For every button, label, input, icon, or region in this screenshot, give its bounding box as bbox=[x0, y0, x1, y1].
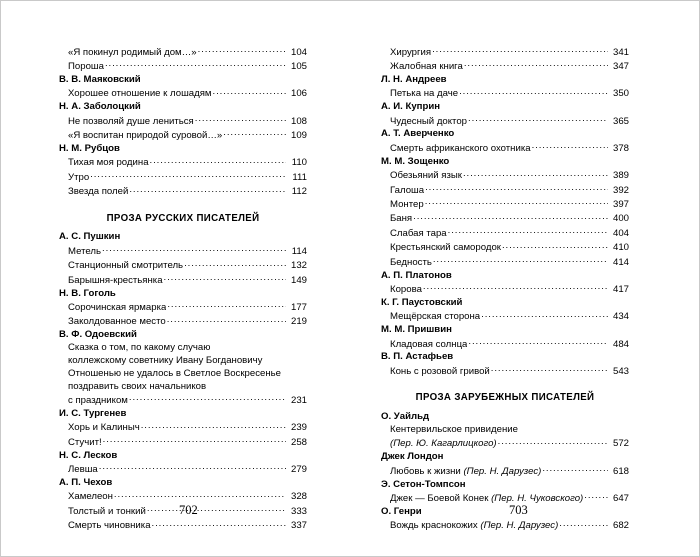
dot-leader bbox=[448, 226, 608, 236]
toc-entry[interactable] bbox=[381, 491, 629, 505]
toc-list-left bbox=[59, 45, 307, 533]
author-heading: А. П. Чехов bbox=[59, 476, 113, 488]
toc-entry[interactable] bbox=[381, 59, 629, 73]
author-heading: В. П. Астафьев bbox=[381, 351, 454, 363]
dot-leader bbox=[223, 128, 286, 138]
toc-entry[interactable] bbox=[59, 315, 307, 329]
page-right bbox=[351, 1, 700, 557]
dot-leader bbox=[413, 212, 608, 222]
entry-title: Бедность bbox=[390, 256, 432, 268]
author-heading: О. Генри bbox=[381, 505, 422, 517]
entry-title: Утро bbox=[68, 171, 90, 183]
entry-page-number: 378 bbox=[612, 142, 629, 154]
dot-leader bbox=[152, 519, 286, 529]
dot-leader bbox=[129, 185, 286, 195]
entry-title: Смерть чиновника bbox=[68, 520, 151, 532]
toc-entry[interactable] bbox=[59, 128, 307, 142]
page-folio-left: 702 bbox=[179, 503, 198, 517]
dot-leader bbox=[468, 337, 608, 347]
entry-title: Чудесный доктор bbox=[390, 115, 468, 127]
toc-entry[interactable] bbox=[59, 156, 307, 170]
entry-title: Конь с розовой гривой bbox=[390, 365, 490, 377]
toc-entry[interactable] bbox=[381, 255, 629, 269]
dot-leader bbox=[491, 364, 608, 374]
entry-page-number: 341 bbox=[612, 46, 629, 58]
entry-page-number: 328 bbox=[290, 491, 307, 503]
entry-page-number: 543 bbox=[612, 365, 629, 377]
entry-title: Кладовая солнца bbox=[390, 338, 468, 350]
dot-leader bbox=[463, 169, 608, 179]
entry-title: Заколдованное место bbox=[68, 316, 166, 328]
author-heading: О. Уайльд bbox=[381, 411, 430, 423]
entry-title: Станционный смотритель bbox=[68, 260, 184, 272]
entry-title: Крестьянский самородок bbox=[390, 242, 501, 254]
entry-page-number: 350 bbox=[612, 88, 629, 100]
entry-page-number: 110 bbox=[291, 157, 307, 169]
entry-title: Петька на даче bbox=[390, 88, 459, 100]
dot-leader bbox=[129, 393, 286, 403]
entry-page-number: 108 bbox=[290, 115, 307, 127]
entry-page-number: 434 bbox=[612, 311, 629, 323]
entry-page-number: 112 bbox=[291, 186, 307, 198]
toc-entry[interactable] bbox=[59, 87, 307, 101]
entry-title-last-line bbox=[68, 393, 307, 407]
entry-page-number: 414 bbox=[612, 256, 629, 268]
dot-leader bbox=[99, 462, 286, 472]
dot-leader bbox=[164, 273, 286, 283]
dot-leader bbox=[481, 310, 608, 320]
entry-title-line: Кентервильское привидение bbox=[390, 423, 518, 435]
toc-entry[interactable] bbox=[59, 259, 307, 273]
dot-leader bbox=[502, 241, 608, 251]
toc-entry[interactable] bbox=[59, 519, 307, 533]
entry-page-number: 337 bbox=[290, 520, 307, 532]
entry-page-number: 177 bbox=[290, 301, 307, 313]
author-heading: А. С. Пушкин bbox=[59, 231, 121, 243]
author-heading: Э. Сетон-Томпсон bbox=[381, 478, 466, 490]
dot-leader bbox=[150, 156, 286, 166]
author-heading: Н. А. Заболоцкий bbox=[59, 101, 141, 113]
entry-title-last-line bbox=[390, 437, 629, 451]
entry-title: Барышня-крестьянка bbox=[68, 274, 163, 286]
entry-title: Не позволяй душе лениться bbox=[68, 115, 194, 127]
dot-leader bbox=[105, 59, 286, 69]
entry-title: Метель bbox=[68, 245, 102, 257]
author-heading: М. М. Пришвин bbox=[381, 324, 452, 336]
dot-leader bbox=[114, 490, 286, 500]
entry-page-number: 106 bbox=[290, 88, 307, 100]
toc-entry[interactable] bbox=[381, 87, 629, 101]
toc-entry[interactable] bbox=[381, 183, 629, 197]
dot-leader bbox=[425, 183, 608, 193]
entry-title: Звезда полей bbox=[68, 186, 129, 198]
entry-page-number: 397 bbox=[612, 199, 629, 211]
entry-title: Баня bbox=[390, 213, 413, 225]
dot-leader bbox=[141, 421, 286, 431]
dot-leader bbox=[532, 141, 608, 151]
toc-entry[interactable] bbox=[381, 519, 629, 533]
entry-translator: (Пер. Н. Чуковского) bbox=[491, 492, 584, 504]
entry-page-number: 104 bbox=[290, 46, 307, 58]
toc-entry[interactable] bbox=[381, 464, 629, 478]
entry-translator: (Пер. Ю. Кагарлицкого) bbox=[390, 438, 497, 450]
toc-entry[interactable] bbox=[381, 364, 629, 378]
toc-entry[interactable] bbox=[59, 114, 307, 128]
entry-title: «Я покинул родимый дом…» bbox=[68, 46, 197, 58]
toc-entry[interactable] bbox=[59, 273, 307, 287]
toc-entry[interactable] bbox=[59, 244, 307, 258]
dot-leader bbox=[432, 45, 608, 55]
entry-page-number: 279 bbox=[290, 464, 307, 476]
author-heading: А. И. Куприн bbox=[381, 101, 441, 113]
entry-page-number: 647 bbox=[612, 492, 629, 504]
entry-page-number: 105 bbox=[290, 61, 307, 73]
entry-title-line: поздравить своих начальников bbox=[68, 380, 207, 392]
entry-page-number: 258 bbox=[290, 436, 307, 448]
toc-entry[interactable] bbox=[381, 141, 629, 155]
toc-entry[interactable] bbox=[381, 226, 629, 240]
author-heading: Джек Лондон bbox=[381, 451, 444, 463]
toc-entry[interactable] bbox=[381, 197, 629, 211]
entry-page-number: 484 bbox=[612, 338, 629, 350]
toc-entry[interactable] bbox=[381, 169, 629, 183]
entry-title: Вождь краснокожих (Пер. Н. Дарузес) bbox=[390, 520, 559, 532]
entry-title: Хорь и Калиныч bbox=[68, 422, 140, 434]
toc-entry[interactable] bbox=[381, 282, 629, 296]
toc-entry[interactable] bbox=[381, 310, 629, 324]
entry-title: Тихая моя родина bbox=[68, 157, 149, 169]
toc-entry[interactable] bbox=[381, 241, 629, 255]
dot-leader bbox=[213, 87, 287, 97]
dot-leader bbox=[468, 114, 608, 124]
dot-leader bbox=[195, 114, 286, 124]
entry-page-number: 572 bbox=[612, 438, 629, 450]
toc-list-right bbox=[381, 45, 629, 533]
author-heading: А. П. Платонов bbox=[381, 269, 452, 281]
dot-leader bbox=[498, 437, 608, 447]
entry-page-number: 404 bbox=[612, 227, 629, 239]
toc-entry[interactable] bbox=[59, 185, 307, 199]
dot-leader bbox=[584, 491, 608, 501]
author-heading: Н. В. Гоголь bbox=[59, 287, 116, 299]
toc-entry[interactable] bbox=[59, 462, 307, 476]
entry-title-line: Отношенью не удалось в Светлое Воскресенье bbox=[68, 367, 281, 379]
dot-leader bbox=[423, 282, 608, 292]
entry-page-number: 392 bbox=[612, 184, 629, 196]
entry-title: Смерть африканского охотника bbox=[390, 142, 531, 154]
dot-leader bbox=[433, 255, 608, 265]
entry-title: с праздником bbox=[68, 395, 128, 407]
author-heading: А. Т. Аверченко bbox=[381, 128, 455, 140]
entry-title: Сорочинская ярмарка bbox=[68, 301, 167, 313]
author-heading: К. Г. Паустовский bbox=[381, 296, 463, 308]
entry-page-number: 618 bbox=[612, 465, 629, 477]
entry-page-number: 114 bbox=[291, 245, 307, 257]
entry-page-number: 219 bbox=[290, 316, 307, 328]
dot-leader bbox=[198, 45, 286, 55]
section-heading: ПРОЗА РУССКИХ ПИСАТЕЛЕЙ bbox=[106, 212, 260, 224]
toc-entry[interactable] bbox=[59, 45, 307, 59]
entry-page-number: 389 bbox=[612, 170, 629, 182]
dot-leader bbox=[542, 464, 608, 474]
entry-page-number: 239 bbox=[290, 422, 307, 434]
entry-title: Корова bbox=[390, 284, 422, 296]
toc-entry[interactable] bbox=[59, 300, 307, 314]
dot-leader bbox=[459, 87, 608, 97]
toc-entry[interactable] bbox=[381, 45, 629, 59]
entry-page-number: 400 bbox=[612, 213, 629, 225]
toc-entry[interactable] bbox=[381, 114, 629, 128]
dot-leader bbox=[559, 519, 608, 529]
page-folio-right: 703 bbox=[509, 503, 528, 517]
entry-title: Слабая тара bbox=[390, 227, 447, 239]
entry-title-line: Сказка о том, по какому случаю bbox=[68, 342, 211, 354]
entry-title: Джек — Боевой Конек (Пер. Н. Чуковского) bbox=[390, 492, 584, 504]
author-heading: В. В. Маяковский bbox=[59, 73, 141, 85]
entry-title: Монтер bbox=[390, 199, 424, 211]
toc-entry[interactable] bbox=[381, 212, 629, 226]
dot-leader bbox=[103, 435, 286, 445]
entry-title: Жалобная книга bbox=[390, 61, 463, 73]
entry-title: Хорошее отношение к лошадям bbox=[68, 88, 212, 100]
toc-entry[interactable] bbox=[381, 337, 629, 351]
entry-page-number: 410 bbox=[612, 242, 629, 254]
entry-page-number: 132 bbox=[290, 260, 307, 272]
dot-leader bbox=[425, 197, 608, 207]
author-heading: Н. М. Рубцов bbox=[59, 142, 120, 154]
author-heading: И. С. Тургенев bbox=[59, 407, 127, 419]
entry-title: «Я воспитан природой суровой…» bbox=[68, 130, 223, 142]
entry-title: Толстый и тонкий bbox=[68, 505, 146, 517]
entry-translator: (Пер. Н. Дарузес) bbox=[480, 520, 559, 532]
entry-title: Галоша bbox=[390, 184, 425, 196]
dot-leader bbox=[464, 59, 608, 69]
toc-entry[interactable] bbox=[59, 435, 307, 449]
entry-page-number: 109 bbox=[290, 130, 307, 142]
entry-title: Любовь к жизни (Пер. Н. Дарузес) bbox=[390, 465, 542, 477]
entry-page-number: 111 bbox=[292, 171, 307, 183]
dot-leader bbox=[184, 259, 286, 269]
entry-title: Хирургия bbox=[390, 46, 432, 58]
section-heading: ПРОЗА ЗАРУБЕЖНЫХ ПИСАТЕЛЕЙ bbox=[415, 392, 595, 404]
dot-leader bbox=[147, 504, 286, 514]
entry-page-number: 682 bbox=[612, 520, 629, 532]
entry-title: Стучит! bbox=[68, 436, 102, 448]
toc-entry[interactable] bbox=[59, 421, 307, 435]
author-heading: Н. С. Лесков bbox=[59, 449, 118, 461]
author-heading: Л. Н. Андреев bbox=[381, 73, 447, 85]
page-left bbox=[1, 1, 351, 557]
toc-entry[interactable] bbox=[59, 59, 307, 73]
entry-title: Хамелеон bbox=[68, 491, 113, 503]
entry-title: Левша bbox=[68, 464, 98, 476]
entry-title: Мещёрская сторона bbox=[390, 311, 481, 323]
toc-entry[interactable] bbox=[59, 170, 307, 184]
author-heading: М. М. Зощенко bbox=[381, 155, 450, 167]
entry-page-number: 417 bbox=[612, 284, 629, 296]
entry-translator: (Пер. Н. Дарузес) bbox=[463, 465, 542, 477]
dot-leader bbox=[167, 300, 286, 310]
dot-leader bbox=[102, 244, 286, 254]
entry-page-number: 231 bbox=[290, 395, 307, 407]
entry-page-number: 365 bbox=[612, 115, 629, 127]
dot-leader bbox=[90, 170, 286, 180]
author-heading: В. Ф. Одоевский bbox=[59, 329, 137, 341]
entry-title: Пороша bbox=[68, 61, 104, 73]
dot-leader bbox=[167, 315, 286, 325]
entry-page-number: 149 bbox=[290, 274, 307, 286]
toc-entry[interactable] bbox=[381, 424, 629, 451]
entry-page-number: 333 bbox=[290, 505, 307, 517]
entry-title: Обезьяний язык bbox=[390, 170, 462, 182]
toc-entry[interactable] bbox=[59, 342, 307, 408]
entry-title-line: коллежскому советнику Ивану Богдановичу bbox=[68, 354, 263, 366]
entry-page-number: 347 bbox=[612, 61, 629, 73]
